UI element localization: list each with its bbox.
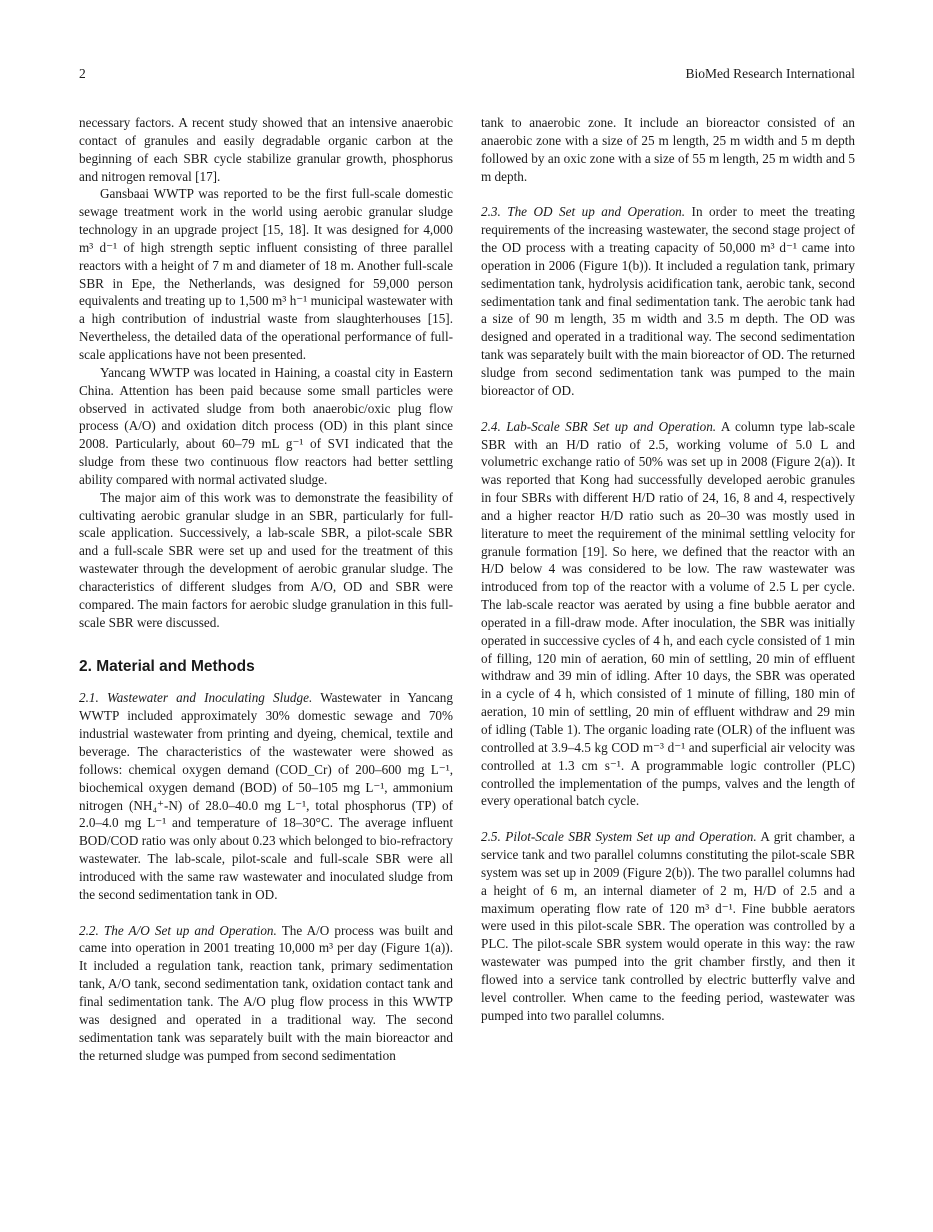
subsection-2-4-body: A column type lab-scale SBR with an H/D ratio of 2.5, working volume of 5.0 L and volumetric exchange ratio of 50% was set up in 2008 (Figure 2(a)). It was reported that Kong had successfully developed aerobic granules in four SBRs with different H/D ratio of 24, 16, 8 and 4, respectively and a higher reactor H/D ratio such as 20–30 was mostly used in literature to meet the requirement of the minimal settling velocity for granule formation [19]. So here, we defined that the reactor with an H/D below 4 was considered to be low. The raw wastewater was introduced from top of the reactor with a volume of 2.5 L per cycle. The lab-scale reactor was aerated by using a fine bubble aerator and operated in a fill-draw mode. After inoculation, the SBR was initially operated in successive cycles of 4 h, and each cycle consisted of 1 min of filling, 120 min of aeration, 60 min of settling, 20 min of effluent withdraw and 39 min of idling. After 10 days, the SBR was operated in a cycle of 4 h, which consisted of 1 minute of filling, 180 min of aeration, 10 min of settling, 20 min of effluent withdraw and 29 min of idling (Table 1). The organic loading rate (OLR) of the influent was controlled at 3.9–4.5 kg COD m⁻³ d⁻¹ and superficial air velocity was controlled at 1.3 cm s⁻¹. A programmable logic controller (PLC) controlled the implementation of the pumps, valves and the length of every operational batch cycle. [481, 418, 856, 809]
subsection-2-2 [79, 922, 453, 1065]
page-header [79, 66, 855, 86]
subsection-2-4 [481, 418, 855, 811]
subsection-2-4-title: 2.4. Lab-Scale SBR Set up and Operation. [481, 418, 717, 434]
subsection-2-5-title: 2.5. Pilot-Scale SBR System Set up and Operation. [481, 829, 757, 845]
subsection-2-3-body: In order to meet the treating requirements of the increasing wastewater, the second stage project of the OD process with a treating capacity of 50,000 m³ d⁻¹ came into operation in 2006 (Figure 1(b)). It included a regulation tank, primary sedimentation tank, hydrolysis acidification tank, aerobic tank, second sedimentation tank and final sedimentation tank. The aerobic tank had a size of 90 m length, 35 m width and 3.5 m depth. The OD was designed and operated in a traditional way. The second sedimentation tank was separately built with the main bioreactor of OD. The returned sludge from second sedimentation tank was pumped to the main bioreactor of OD. [481, 204, 856, 398]
section-heading-methods: 2. Material and Methods [79, 658, 255, 676]
subsection-2-3 [481, 203, 855, 399]
subsection-2-3-title: 2.3. The OD Set up and Operation. [481, 204, 686, 220]
subsection-2-5 [481, 828, 855, 1024]
subsection-2-5-body: A grit chamber, a service tank and two parallel columns constituting the pilot-scale SBR system was set up in 2009 (Figure 2(b)). The two parallel columns had a height of 6 m, an internal diameter of 2 m, H/D of 2.5 and a maximum operating flow rate of 120 m³ d⁻¹. Fine bubble aerators were used in this pilot-scale SBR. The operation was controlled by a PLC. The pilot-scale SBR system would operate in this way: the raw wastewater was pumped into the grit chamber firstly, and then it flowed into a service tank controlled by electric butterfly valve and level controller. When came to the feeding period, wastewater was pumped into two parallel columns. [481, 829, 855, 1023]
paragraph-gansbaai: Gansbaai WWTP was reported to be the first full-scale domestic sewage treatment work in the world using aerobic granular sludge technology in an upgrade project [15, 18]. It was designed for 4,000 m³ d⁻¹ of high strength septic influent consisting of three parallel reactors with a height of 7 m and diameter of 18 m. Another full-scale SBR in Epe, the Netherlands, was designed for 59,000 person equivalents and treating up to 1,500 m³ h⁻¹ municipal wastewater with a high contribution of industrial waste from slaughterhouses [15]. Nevertheless, the detailed data of the operational performance of full-scale applications have not been presented. [79, 186, 453, 362]
right-column [481, 114, 855, 1025]
subsection-2-1-title: 2.1. Wastewater and Inoculating Sludge. [79, 690, 313, 706]
subsection-2-2-title: 2.2. The A/O Set up and Operation. [79, 922, 277, 938]
subsection-2-1 [79, 689, 453, 903]
paragraph-continuation: necessary factors. A recent study showed that an intensive anaerobic contact of granules and easily degradable organic carbon at the beginning of each SBR cycle stabilize granular growth, phosphorus and nitrogen removal [17]. [79, 115, 453, 184]
paragraph-aim: The major aim of this work was to demonstrate the feasibility of cultivating aerobic granular sludge in an SBR, particularly for full-scale application. Successively, a lab-scale SBR, a pilot-scale SBR and a full-scale SBR were set up and used for the treatment of this wastewater through the development of aerobic granular sludge. The characteristics of different sludges from A/O, OD and SBR were compared. The main factors for aerobic sludge granulation in this full-scale SBR were discussed. [79, 489, 453, 630]
subsection-2-2-body: The A/O process was built and came into operation in 2001 treating 10,000 m³ per day (Figure 1(a)). It included a regulation tank, reaction tank, primary sedimentation tank, A/O tank, second sedimentation tank, oxidation contact tank and final sedimentation tank. The A/O plug flow process in this WWTP was designed and operated in a traditional way. The second sedimentation tank was separately built with the main bioreactor and the returned sludge was pumped from second sedimentation [79, 922, 453, 1063]
left-column [79, 114, 453, 1064]
paragraph-ao-continuation: tank to anaerobic zone. It include an bioreactor consisted of an anaerobic zone with a size of 25 m length, 25 m width and 5 m depth followed by an oxic zone with a size of 55 m length, 25 m width and 5 m depth. [481, 115, 855, 184]
page-number: 2 [79, 66, 86, 81]
subsection-2-1-body: Wastewater in Yancang WWTP included approximately 30% domestic sewage and 70% industrial wastewater from printing and dyeing, chemical, textile and beverage. The characteristics of the wastewater were showed as follows: chemical oxygen demand (COD_Cr) of 200–600 mg L⁻¹, biochemical oxygen demand (BOD) of 50–105 mg L⁻¹, ammonium nitrogen (NH₄⁺-N) of 28.0–40.0 mg L⁻¹, total phosphorus (TP) of 2.0–4.0 mg L⁻¹ and temperature of 18–30°C. The average influent BOD/COD ratio was only about 0.23 which belonged to bio-refractory wastewater. The lab-scale, pilot-scale and full-scale SBR were all introduced with the same raw wastewater and inoculated sludge from the second sedimentation tank in OD. [79, 690, 453, 902]
journal-name: BioMed Research International [685, 66, 855, 81]
paragraph-yancang: Yancang WWTP was located in Haining, a coastal city in Eastern China. Attention has been paid because some small particles were observed in activated sludge from both anaerobic/oxic plug flow process (A/O) and oxidation ditch process (OD) in this plant since 2008. Particularly, about 60–79 mL g⁻¹ of SVI indicated that the sludge from these two continuous flow reactors had better settling ability compared with normal activated sludge. [79, 364, 453, 487]
